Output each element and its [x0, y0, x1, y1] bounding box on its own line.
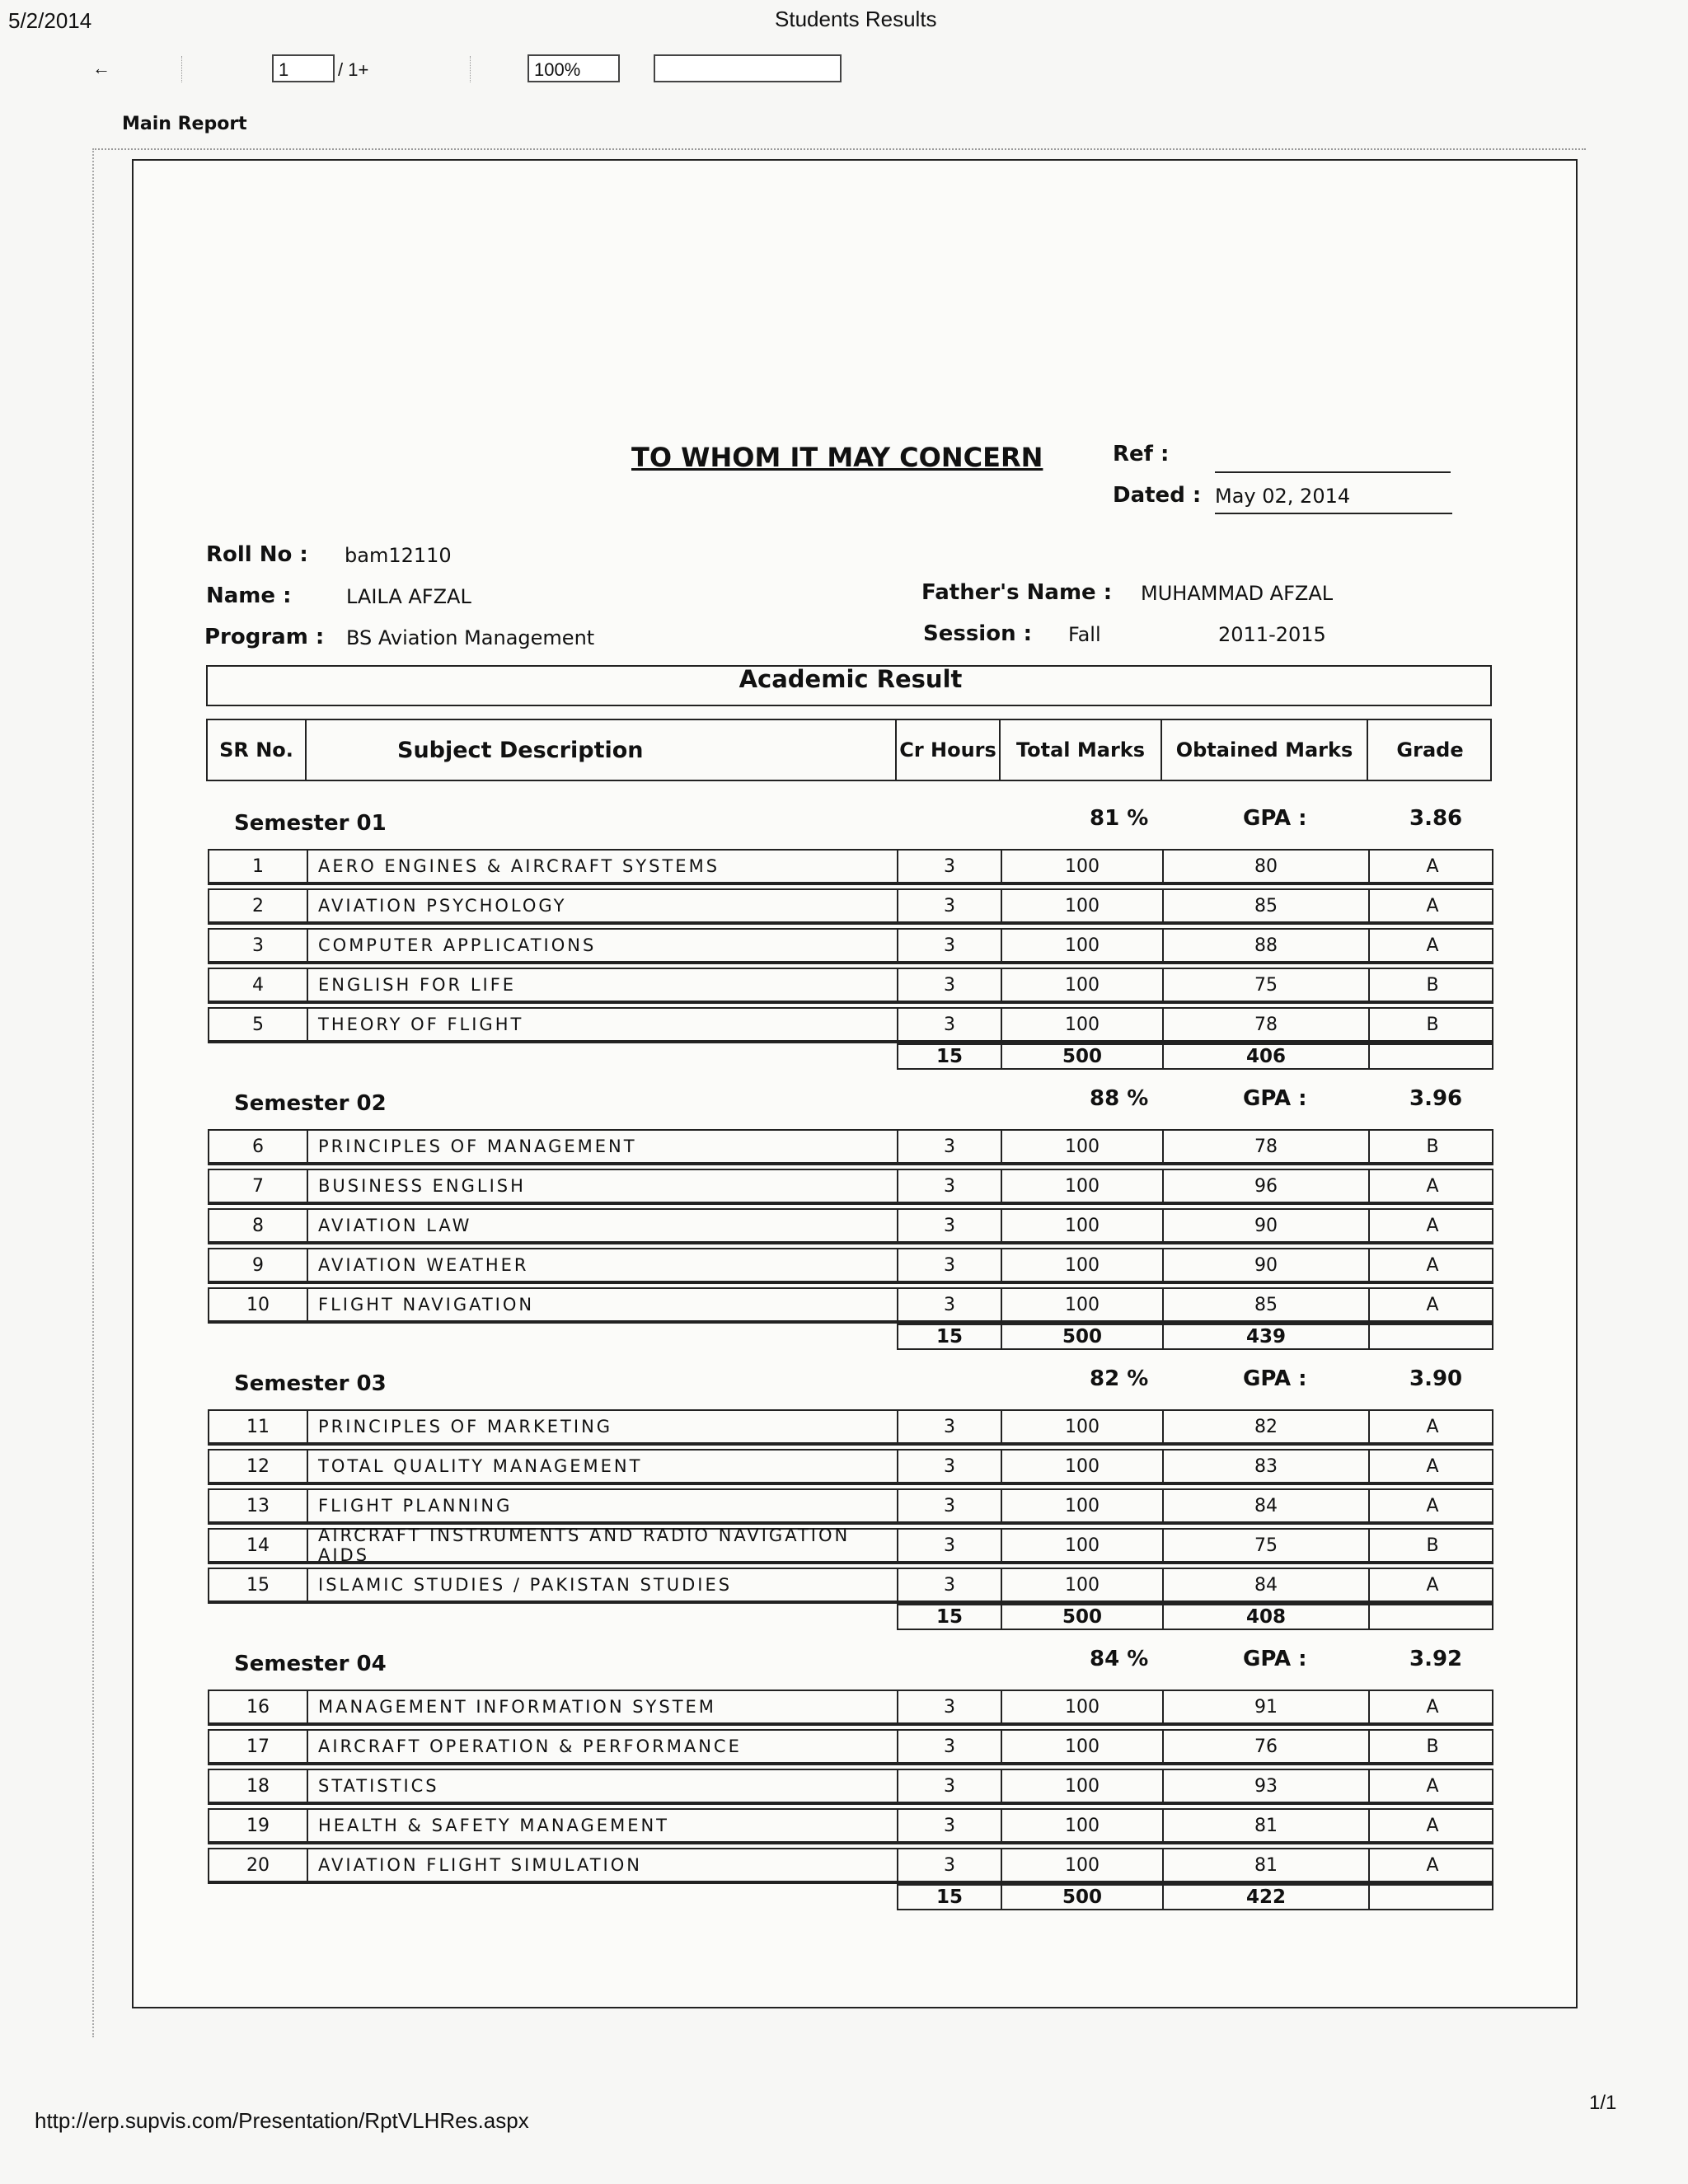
grade-cell: A [1426, 1294, 1439, 1315]
obtained-marks-cell: 80 [1164, 851, 1370, 882]
obtained-marks-cell: 75 [1164, 1530, 1370, 1561]
semester-percent: 84 % [1090, 1647, 1149, 1671]
total-marks-cell: 100 [1002, 1289, 1164, 1320]
zoom-input[interactable]: 100% [528, 54, 620, 82]
sr-cell: 16 [209, 1691, 308, 1722]
grade-cell: A [1426, 855, 1439, 877]
obtained-marks-cell: 84 [1164, 1490, 1370, 1521]
total-obtained: 439 [1164, 1325, 1370, 1348]
table-row [208, 1248, 1493, 1284]
table-row [208, 1729, 1493, 1765]
total-marks: 500 [1002, 1605, 1164, 1629]
dated-label: Dated : [1113, 483, 1202, 508]
cr-hours-cell: 3 [898, 1691, 1002, 1722]
subject-cell: AVIATION WEATHER [308, 1249, 898, 1281]
table-row [208, 1808, 1493, 1844]
total-marks-cell: 100 [1002, 1530, 1164, 1561]
table-row [208, 1409, 1493, 1446]
column-header-obtained-marks: Obtained Marks [1162, 720, 1368, 780]
session-label: Session : [923, 621, 1033, 646]
grade-cell: B [1426, 974, 1439, 996]
cr-hours-cell: 3 [898, 1131, 1002, 1162]
table-row [208, 888, 1493, 925]
grade-cell: A [1426, 1815, 1439, 1836]
total-grade-blank [1370, 1045, 1495, 1068]
sr-cell: 20 [209, 1849, 308, 1881]
gpa-label: GPA : [1243, 806, 1307, 831]
semester-totals [897, 1604, 1493, 1630]
grade-cell: B [1426, 1136, 1439, 1157]
grade-cell: B [1426, 1014, 1439, 1035]
subject-cell: ENGLISH FOR LIFE [308, 969, 898, 1001]
sr-cell: 1 [209, 851, 308, 882]
obtained-marks-cell: 81 [1164, 1849, 1370, 1881]
semester-percent: 82 % [1090, 1366, 1149, 1391]
obtained-marks-cell: 75 [1164, 969, 1370, 1001]
grade-cell: A [1426, 895, 1439, 916]
toolbar-separator [470, 56, 472, 82]
sr-cell: 18 [209, 1770, 308, 1802]
total-marks: 500 [1002, 1886, 1164, 1909]
letter-heading: TO WHOM IT MAY CONCERN [631, 442, 1043, 473]
total-cr-hours: 15 [898, 1605, 1002, 1629]
subject-cell: FLIGHT PLANNING [308, 1490, 898, 1521]
subject-cell: AVIATION LAW [308, 1210, 898, 1241]
grade-cell: A [1426, 1495, 1439, 1516]
total-marks-cell: 100 [1002, 1009, 1164, 1040]
semester-title: Semester 04 [234, 1652, 387, 1676]
sr-cell: 2 [209, 890, 308, 921]
obtained-marks-cell: 85 [1164, 890, 1370, 921]
gpa-value: 3.86 [1409, 806, 1463, 831]
table-row [208, 1449, 1493, 1485]
subject-cell: TOTAL QUALITY MANAGEMENT [308, 1451, 898, 1482]
obtained-marks-cell: 83 [1164, 1451, 1370, 1482]
total-marks-cell: 100 [1002, 851, 1164, 882]
obtained-marks-cell: 91 [1164, 1691, 1370, 1722]
total-marks-cell: 100 [1002, 1131, 1164, 1162]
sr-cell: 17 [209, 1731, 308, 1762]
obtained-marks-cell: 81 [1164, 1810, 1370, 1841]
print-date: 5/2/2014 [8, 8, 92, 33]
gpa-label: GPA : [1243, 1086, 1307, 1111]
table-row [208, 1129, 1493, 1165]
grade-cell: A [1426, 1696, 1439, 1718]
ref-label: Ref : [1113, 442, 1170, 466]
cr-hours-cell: 3 [898, 851, 1002, 882]
table-row [208, 1848, 1493, 1884]
subject-cell: PRINCIPLES OF MANAGEMENT [308, 1131, 898, 1162]
roll-value: bam12110 [345, 544, 452, 567]
total-marks-cell: 100 [1002, 1569, 1164, 1601]
grade-cell: A [1426, 1854, 1439, 1876]
cr-hours-cell: 3 [898, 930, 1002, 961]
column-header-total-marks: Total Marks [1001, 720, 1162, 780]
grade-cell: A [1426, 1254, 1439, 1276]
subject-cell: AIRCRAFT INSTRUMENTS AND RADIO NAVIGATION AIDS [308, 1530, 898, 1561]
page-count: / 1+ [338, 59, 369, 80]
obtained-marks-cell: 93 [1164, 1770, 1370, 1802]
sr-cell: 9 [209, 1249, 308, 1281]
cr-hours-cell: 3 [898, 1411, 1002, 1442]
total-marks-cell: 100 [1002, 1249, 1164, 1281]
subject-cell: COMPUTER APPLICATIONS [308, 930, 898, 961]
subject-cell: STATISTICS [308, 1770, 898, 1802]
cr-hours-cell: 3 [898, 1009, 1002, 1040]
total-marks-cell: 100 [1002, 1451, 1164, 1482]
dated-value: May 02, 2014 [1215, 485, 1452, 514]
total-cr-hours: 15 [898, 1325, 1002, 1348]
total-marks-cell: 100 [1002, 1210, 1164, 1241]
subject-cell: BUSINESS ENGLISH [308, 1170, 898, 1202]
gpa-label: GPA : [1243, 1647, 1307, 1671]
table-row [208, 1007, 1493, 1043]
subject-cell: PRINCIPLES OF MARKETING [308, 1411, 898, 1442]
sr-cell: 19 [209, 1810, 308, 1841]
cr-hours-cell: 3 [898, 1810, 1002, 1841]
toolbar-separator [181, 56, 184, 82]
total-marks-cell: 100 [1002, 1810, 1164, 1841]
obtained-marks-cell: 78 [1164, 1009, 1370, 1040]
table-row [208, 928, 1493, 964]
total-obtained: 422 [1164, 1886, 1370, 1909]
gpa-value: 3.92 [1409, 1647, 1463, 1671]
roll-label: Roll No : [206, 542, 308, 567]
total-cr-hours: 15 [898, 1045, 1002, 1068]
page-title: Students Results [775, 7, 937, 31]
sr-cell: 13 [209, 1490, 308, 1521]
total-cr-hours: 15 [898, 1886, 1002, 1909]
cr-hours-cell: 3 [898, 1770, 1002, 1802]
grade-cell: B [1426, 1736, 1439, 1757]
table-row [208, 1568, 1493, 1604]
semester-totals [897, 1884, 1493, 1910]
program-label: Program : [204, 625, 325, 649]
grade-cell: A [1426, 1416, 1439, 1437]
sr-cell: 10 [209, 1289, 308, 1320]
total-marks-cell: 100 [1002, 1170, 1164, 1202]
total-grade-blank [1370, 1605, 1495, 1629]
total-grade-blank [1370, 1325, 1495, 1348]
obtained-marks-cell: 90 [1164, 1249, 1370, 1281]
total-marks-cell: 100 [1002, 1731, 1164, 1762]
sr-cell: 3 [209, 930, 308, 961]
obtained-marks-cell: 76 [1164, 1731, 1370, 1762]
table-row [208, 1528, 1493, 1564]
report-toolbar [0, 49, 907, 91]
obtained-marks-cell: 78 [1164, 1131, 1370, 1162]
sr-cell: 8 [209, 1210, 308, 1241]
sr-cell: 5 [209, 1009, 308, 1040]
gpa-label: GPA : [1243, 1366, 1307, 1391]
total-marks-cell: 100 [1002, 1849, 1164, 1881]
table-row [208, 849, 1493, 885]
grade-cell: A [1426, 1775, 1439, 1797]
program-value: BS Aviation Management [346, 626, 595, 649]
subject-cell: AIRCRAFT OPERATION & PERFORMANCE [308, 1731, 898, 1762]
obtained-marks-cell: 82 [1164, 1411, 1370, 1442]
cr-hours-cell: 3 [898, 1249, 1002, 1281]
subject-cell: MANAGEMENT INFORMATION SYSTEM [308, 1691, 898, 1722]
total-marks-cell: 100 [1002, 930, 1164, 961]
grade-cell: A [1426, 1455, 1439, 1477]
total-marks: 500 [1002, 1325, 1164, 1348]
subject-cell: HEALTH & SAFETY MANAGEMENT [308, 1810, 898, 1841]
table-row [208, 1287, 1493, 1324]
semester-totals [897, 1043, 1493, 1070]
gpa-value: 3.90 [1409, 1366, 1463, 1391]
sr-cell: 14 [209, 1530, 308, 1561]
gpa-value: 3.96 [1409, 1086, 1463, 1111]
cr-hours-cell: 3 [898, 1289, 1002, 1320]
obtained-marks-cell: 90 [1164, 1210, 1370, 1241]
table-row [208, 1208, 1493, 1244]
subject-cell: AERO ENGINES & AIRCRAFT SYSTEMS [308, 851, 898, 882]
grade-cell: A [1426, 1574, 1439, 1596]
total-marks: 500 [1002, 1045, 1164, 1068]
column-header-grade: Grade [1396, 738, 1464, 762]
table-row [208, 1169, 1493, 1205]
grade-cell: B [1426, 1535, 1439, 1556]
cr-hours-cell: 3 [898, 1849, 1002, 1881]
grade-cell: A [1426, 935, 1439, 956]
cr-hours-cell: 3 [898, 1731, 1002, 1762]
sr-cell: 6 [209, 1131, 308, 1162]
total-marks-cell: 100 [1002, 890, 1164, 921]
obtained-marks-cell: 85 [1164, 1289, 1370, 1320]
father-value: MUHAMMAD AFZAL [1141, 582, 1334, 605]
obtained-marks-cell: 96 [1164, 1170, 1370, 1202]
subject-cell: ISLAMIC STUDIES / PAKISTAN STUDIES [308, 1569, 898, 1601]
academic-result-title: Academic Result [738, 665, 963, 693]
total-marks-cell: 100 [1002, 969, 1164, 1001]
semester-title: Semester 02 [234, 1091, 387, 1116]
table-row [208, 968, 1493, 1004]
subject-cell: THEORY OF FLIGHT [308, 1009, 898, 1040]
cr-hours-cell: 3 [898, 1490, 1002, 1521]
session-years: 2011-2015 [1218, 623, 1326, 646]
subject-cell: FLIGHT NAVIGATION [308, 1289, 898, 1320]
cr-hours-cell: 3 [898, 890, 1002, 921]
sr-cell: 7 [209, 1170, 308, 1202]
main-report-label: Main Report [122, 114, 247, 134]
table-row [208, 1769, 1493, 1805]
cr-hours-cell: 3 [898, 969, 1002, 1001]
total-marks-cell: 100 [1002, 1490, 1164, 1521]
table-row [208, 1690, 1493, 1726]
subject-cell: AVIATION PSYCHOLOGY [308, 890, 898, 921]
semester-percent: 88 % [1090, 1086, 1149, 1111]
obtained-marks-cell: 84 [1164, 1569, 1370, 1601]
name-value: LAILA AFZAL [346, 585, 471, 608]
total-obtained: 408 [1164, 1605, 1370, 1629]
cr-hours-cell: 3 [898, 1530, 1002, 1561]
ref-value [1215, 443, 1451, 473]
page-number-input[interactable]: 1 [272, 54, 335, 82]
total-grade-blank [1370, 1886, 1495, 1909]
academic-result-banner [206, 665, 1492, 706]
table-row [208, 1488, 1493, 1525]
grade-cell: A [1426, 1215, 1439, 1236]
semester-title: Semester 01 [234, 811, 387, 836]
export-arrow-icon[interactable]: ← [92, 58, 110, 78]
father-label: Father's Name : [921, 580, 1113, 605]
column-header-subject: Subject Description [307, 720, 897, 780]
cr-hours-cell: 3 [898, 1569, 1002, 1601]
column-header-sr: SR No. [208, 720, 307, 780]
column-header-cr-hours: Cr Hours [897, 720, 1001, 780]
sr-cell: 11 [209, 1411, 308, 1442]
total-marks-cell: 100 [1002, 1770, 1164, 1802]
total-obtained: 406 [1164, 1045, 1370, 1068]
name-label: Name : [206, 583, 292, 608]
subject-cell: AVIATION FLIGHT SIMULATION [308, 1849, 898, 1881]
sr-cell: 15 [209, 1569, 308, 1601]
obtained-marks-cell: 88 [1164, 930, 1370, 961]
total-marks-cell: 100 [1002, 1411, 1164, 1442]
session-term: Fall [1068, 623, 1101, 646]
semester-totals [897, 1324, 1493, 1350]
cr-hours-cell: 3 [898, 1451, 1002, 1482]
semester-title: Semester 03 [234, 1371, 387, 1396]
cr-hours-cell: 3 [898, 1170, 1002, 1202]
grade-cell: A [1426, 1175, 1439, 1197]
sr-cell: 12 [209, 1451, 308, 1482]
total-marks-cell: 100 [1002, 1691, 1164, 1722]
footer-url: http://erp.supvis.com/Presentation/RptVLHRes.aspx [35, 2108, 529, 2133]
semester-percent: 81 % [1090, 806, 1149, 831]
sr-cell: 4 [209, 969, 308, 1001]
search-input[interactable] [654, 54, 842, 82]
footer-page-number: 1/1 [1589, 2092, 1617, 2114]
table-header [206, 719, 1492, 781]
cr-hours-cell: 3 [898, 1210, 1002, 1241]
